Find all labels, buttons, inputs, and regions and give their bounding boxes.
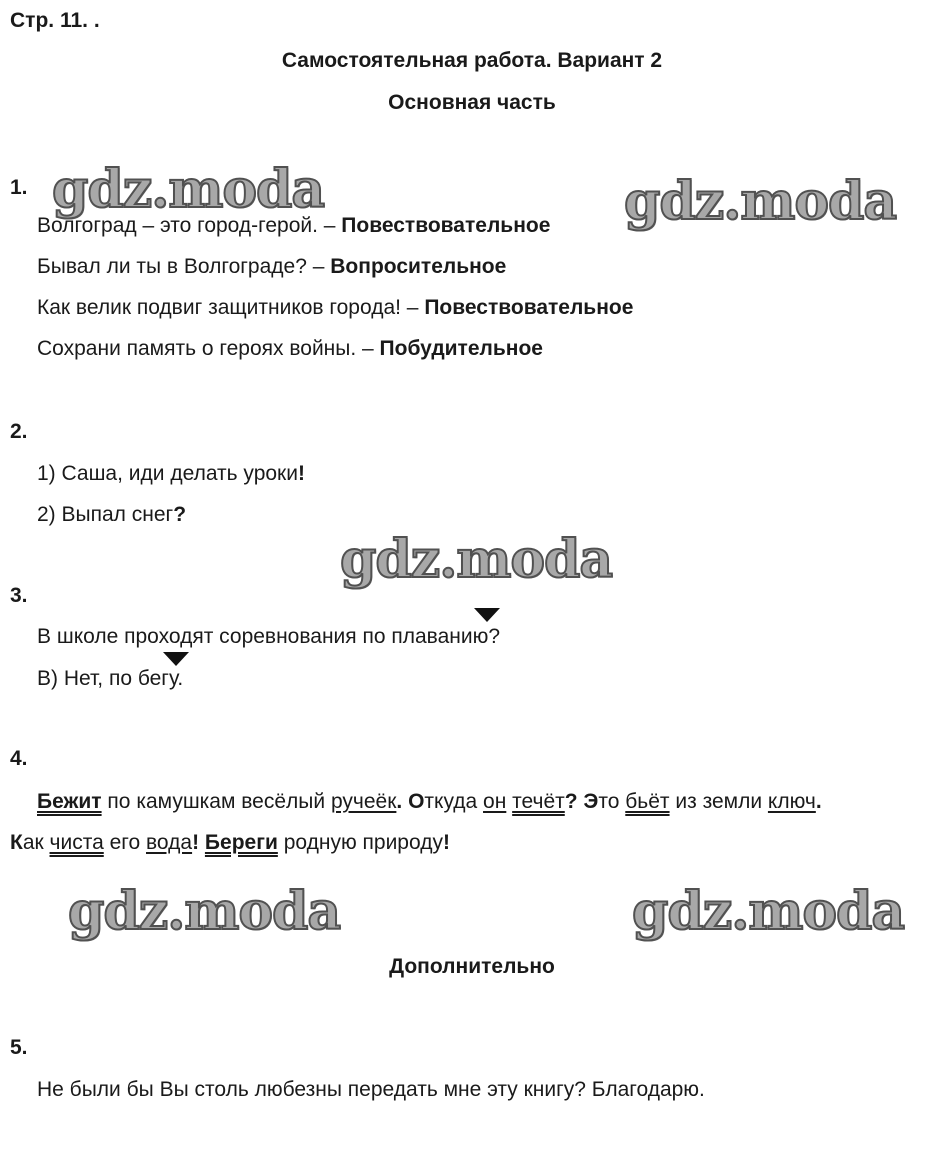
- plain-text: его: [103, 831, 146, 854]
- watermark-logo: gdz.moda: [68, 881, 341, 942]
- stress-marker-icon: [474, 608, 500, 622]
- punctuation-mark: .: [396, 790, 403, 813]
- subject-word: ключ: [767, 790, 816, 813]
- sentence-text: Бывал ли ты в Волгограде? –: [37, 255, 331, 278]
- watermark-logo: gdz.moda: [52, 159, 325, 220]
- plain-text: по камушкам весёлый: [101, 790, 331, 813]
- sentence-text: Как велик подвиг защитников города! –: [37, 296, 425, 319]
- punctuation-mark: !: [442, 831, 450, 854]
- watermark-logo: gdz.moda: [340, 529, 613, 590]
- sentence-text: 2) Выпал снег: [37, 503, 174, 526]
- subject-word: вода: [146, 831, 193, 854]
- answer-text: Повествовательное: [424, 296, 634, 319]
- predicate-word: течёт: [512, 790, 565, 813]
- page-number: Стр. 11. .: [10, 9, 100, 32]
- stress-marker-icon: [163, 652, 189, 666]
- answer-text: Повествовательное: [341, 214, 551, 237]
- task2-line: [37, 461, 305, 487]
- section-subtitle: Основная часть: [388, 91, 556, 114]
- task3-answer: В) Нет, по бегу.: [37, 667, 184, 690]
- plain-text: то: [598, 790, 626, 813]
- task-number: 5.: [10, 1036, 28, 1059]
- sentence-text: Сохрани память о героях войны. –: [37, 337, 380, 360]
- task1-line: [37, 213, 550, 239]
- task1-line: [37, 295, 633, 321]
- answer-text: Побудительное: [379, 337, 543, 360]
- punctuation-mark: .: [815, 790, 822, 813]
- extra-section-title: Дополнительно: [389, 955, 555, 978]
- plain-text: ткуда: [424, 790, 484, 813]
- watermark-logo: gdz.moda: [624, 171, 897, 232]
- subject-word: он: [483, 790, 507, 813]
- punctuation-mark: ?: [564, 790, 578, 813]
- document-title: Самостоятельная работа. Вариант 2: [281, 49, 663, 72]
- task-number: 3.: [10, 584, 28, 607]
- task3-question: В школе проходят соревнования по плаванию?: [37, 625, 501, 648]
- plain-text: ак: [22, 831, 50, 854]
- punctuation-mark: !: [297, 462, 305, 485]
- watermark-logo: gdz.moda: [632, 881, 905, 942]
- predicate-word: Береги: [204, 831, 278, 854]
- sentence-text: Волгоград – это город-герой. –: [37, 214, 342, 237]
- task5-text: Не были бы Вы столь любезны передать мне эту книгу? Благодарю.: [37, 1078, 705, 1101]
- task2-line: [37, 502, 186, 528]
- predicate-word: чиста: [49, 831, 104, 854]
- capital-letter: К: [10, 831, 23, 854]
- punctuation-mark: ?: [173, 503, 187, 526]
- punctuation-mark: !: [192, 831, 200, 854]
- plain-text: родную природу: [277, 831, 443, 854]
- plain-text: из земли: [669, 790, 768, 813]
- task-number: 1.: [10, 176, 28, 199]
- capital-letter: О: [402, 790, 425, 813]
- task-number: 4.: [10, 747, 28, 770]
- task1-line: [37, 254, 506, 280]
- sentence-text: 1) Саша, иди делать уроки: [37, 462, 298, 485]
- predicate-word: бьёт: [625, 790, 670, 813]
- task-number: 2.: [10, 420, 28, 443]
- predicate-word: Бежит: [37, 790, 102, 813]
- answer-text: Вопросительное: [330, 255, 507, 278]
- task1-line: [37, 336, 543, 362]
- task4-line: [10, 830, 450, 856]
- capital-letter: Э: [577, 790, 599, 813]
- subject-word: ручеёк: [330, 790, 397, 813]
- task4-line: [37, 789, 822, 815]
